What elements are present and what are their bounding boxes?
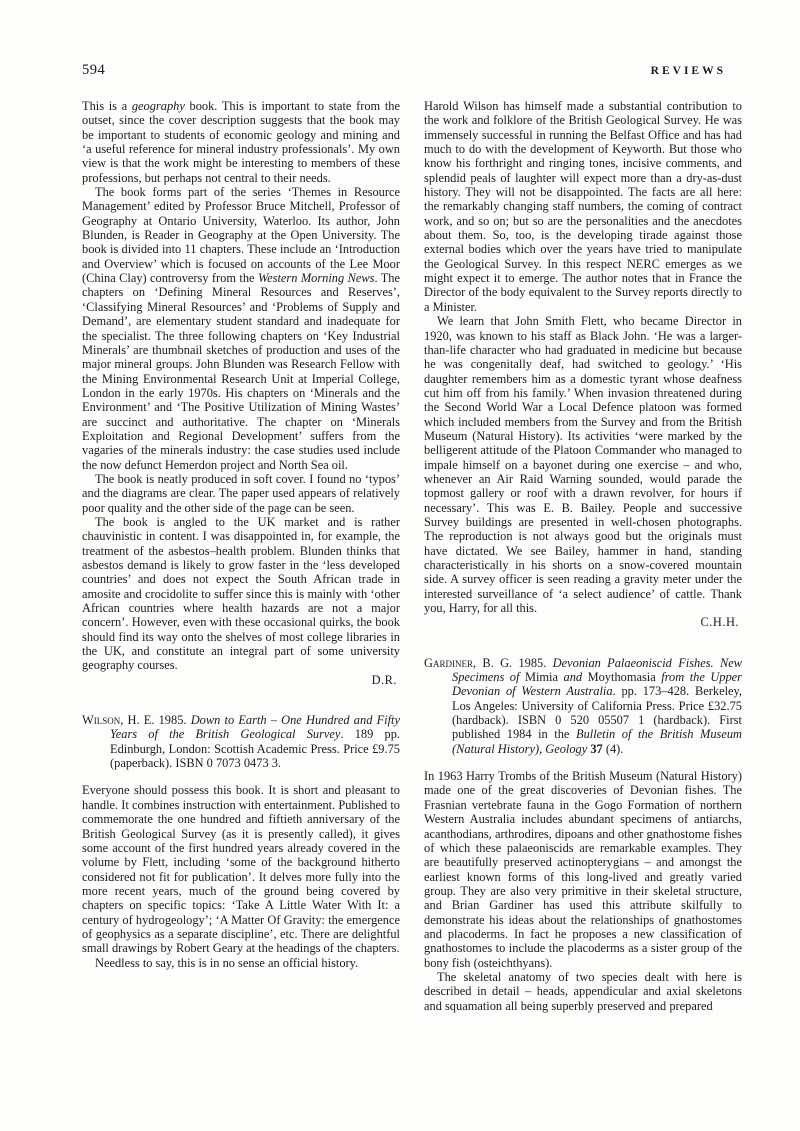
text-run: The skeletal anatomy of two species dealt with here is described in detail – heads, appendicular and axial skeletons and squamation all being superbly preserved and prepared [424,969,742,1013]
text-run: Down to Earth – One Hundred and Fifty Years of the British Geological Survey [110,713,400,742]
text-run: Needless to say, this is in no sense an official history. [95,955,359,970]
text-run: . 189 pp. Edinburgh, London: Scottish Academic Press. Price £9.75 (paperback). ISBN 0 7073 0473 3. [110,727,400,771]
text-run: D.R. [371,672,397,687]
text-run: Western Morning News [257,271,375,286]
text-run: Bulletin of the British Museum (Natural History), Geology [452,727,742,756]
page-header [82,62,742,82]
running-head: REVIEWS [650,65,726,77]
page-number: 594 [82,62,106,78]
text-run: Mimia [524,670,558,685]
text-run: The book is neatly produced in soft cover. I found no ‘typos’ and the diagrams are clear. The paper used appears of relatively poor quality and the other side of the page can be seen. [82,471,400,515]
text-run: The book forms part of the series ‘Themes in Resource Management’ edited by Professor Bruce Mitchell, Professor of Geography at Ontario University, Waterloo. Its author, John Blunden, is Reader in Geography at the Open University. The book is divided into 11 chapters. These include an ‘Introduction and Overview’ which is focused on accounts of the Lee Moor (China Clay) controversy from the [82,185,400,286]
text-run: Everyone should possess this book. It is short and pleasant to handle. It combines instruction with entertainment. Published to commemorate the one hundred and fiftieth anniversary of the British Geological Survey (as it is presently called), it gives some account of the first hundred years already covered in the volume by Flett, including ‘some of the background hitherto considered not fit for publication’. It delves more fully into the more recent years, much of the ground being covered by chapters on specific topics: ‘Take A Little Water With It: a century of hydrogeology’; ‘A Matter Of Gravity: the emergence of geophysics as a separate discipline’, etc. There are delightful small drawings by Robert Geary at the headings of the chapters. [82,783,400,956]
paragraph [82,515,400,673]
paragraph [82,99,400,185]
reviewer-signature [424,615,742,629]
text-run: , H. E. 1985. [120,713,191,728]
text-run: 37 [587,741,603,756]
column-right [424,99,742,1013]
paragraph [424,769,742,970]
text-run: The book is angled to the UK market and is rather chauvinistic in content. I was disappointed in, for example, the treatment of the asbestos–health problem. Blunden thinks that asbestos demand is likely to grow faster in the ‘less developed countries’ and does not expect the South African trade in amosite and crocidolite to suffer since this is mainly with ‘other African countries where health hazards are not a major concern’. However, even with these occasional quirks, the book should find its way onto the shelves of most college libraries in the UK, and constitute an integral part of some university geography courses. [82,514,400,673]
text-run: (4). [602,741,624,756]
text-run: and [558,670,588,685]
text-run: In 1963 Harry Trombs of the British Museum (Natural History) made one of the great discoveries of Devonian fishes. The Frasnian vertebrate fauna in the Gogo Formation of northern Western Australia includes abundant specimens of antiarchs, acanthodians, arthrodires, dipoans and other gnathostome fishes of which these palaeoniscids are remarkable examples. They are beautifully preserved actinopterygians – and amongst the earliest known forms of this long-lived and greatly varied group. They are also very primitive in their skeletal structure, and Brian Gardiner has used this attribute skilfully to demonstrate his ideas about the relationships of gnathostomes and placoderms. In fact he proposes a new classification of gnathostomes to include the placoderms as a sister group of the bony fish (osteichthyans). [424,769,742,970]
text-columns [82,99,742,1013]
paragraph [82,472,400,515]
text-run: . pp. 173–428. Berkeley, Los Angeles: University of California Press. Price £32.75 (hardback). ISBN 0 520 05507 1 (hardback). First published 1984 in the [452,684,743,742]
text-run: We learn that John Smith Flett, who became Director in 1920, was known to his staff as Black John. ‘He was a larger-than-life character who had graduated in medicine but because he was congenitally deaf, had switched to geology.’ ‘His daughter remembers him as a domestic tyrant whose deafness cut him off from his family.’ When invasion threatened during the Second World War a Local Defence platoon was formed which included members from the Survey and from the British Museum (Natural History). Its activities ‘were marked by the belligerent attitude of the Platoon Commander who managed to impale himself on a bayonet during one exercise – and who, whenever an Air Raid Warning sounded, would parade the topmost gallery or roof with a drawn revolver, for hours if necessary’. This was E. B. Bailey. People and successive Survey buildings are presented in well-chosen photographs. The reproduction is not always good but the originals must have dictated. We see Bailey, hammer in hand, standing characteristically in his shorts on a snow-covered mountain side. A survey officer is seen reading a gravity meter under the interested surveillance of ‘a select audience’ of cattle. Thank you, Harry, for all this. [424,314,742,616]
text-run: This is a [82,99,132,113]
paragraph [424,314,742,615]
reference-entry [424,656,742,756]
paragraph [82,185,400,472]
text-run: geography [131,99,185,113]
column-left [82,99,400,1013]
text-run: Devonian Palaeoniscid Fishes. New Specimens of [452,655,743,685]
text-run: Moythomasia [587,670,656,685]
paragraph [424,970,742,1013]
text-run: C.H.H. [700,615,739,630]
text-run: Harold Wilson has himself made a substantial contribution to the work and folklore of the British Geological Survey. He was immensely successful in running the Belfast Office and has had much to do with the development of Keyworth. But those who know his forthright and ringing tones, incisive comments, and splendid peals of laughter will expect more than a dry-as-dust history. They will not be disappointed. The facts are all here: the remarkably changing staff numbers, the coming of contract work, and so on; but so are the personalities and the anecdotes about them. So, too, is the developing tirade against those external bodies which over the years have tried to manipulate the Geological Survey. In this respect NERC emerges as we might expect it to emerge. The author notes that in France the Director of the body equivalent to the Survey reports directly to a Minister. [424,99,742,314]
paragraph [424,99,742,314]
text-run: , B. G. 1985. [472,655,553,670]
text-run: from the Upper Devonian of Western Australia [452,670,743,699]
paragraph [82,956,400,970]
reference-entry [82,713,400,770]
text-run: book. This is important to state from the outset, since the cover description suggests that the book may be important to students of economic geology and mining and ‘a useful reference for mineral industry professionals’. My own view is that the work might be interesting to members of these professions, but perhaps not central to their needs. [82,99,400,185]
paragraph [82,783,400,955]
text-run: Wilson [82,713,121,728]
reviewer-signature [82,673,400,687]
text-run: . The chapters on ‘Defining Mineral Resources and Reserves’, ‘Classifying Mineral Resources’ and ‘Problems of Supply and Demand’, are elementary student standard and inadequate for the specialist. The three following chapters on ‘Key Industrial Minerals’ are thumbnail sketches of production and uses of the major mineral groups. John Blunden was Research Fellow with the Mining Environmental Research Unit at Imperial College, London in the early 1970s. His chapters on ‘Minerals and the Environment’ and ‘The Positive Utilization of Mining Wastes’ are succinct and authoritative. The chapter on ‘Minerals Exploitation and Regional Development’ suffers from the vagaries of the minerals industry: the case studies used include the now defunct Hemerdon project and North Sea oil. [82,271,400,472]
text-run: Gardiner [424,655,473,670]
